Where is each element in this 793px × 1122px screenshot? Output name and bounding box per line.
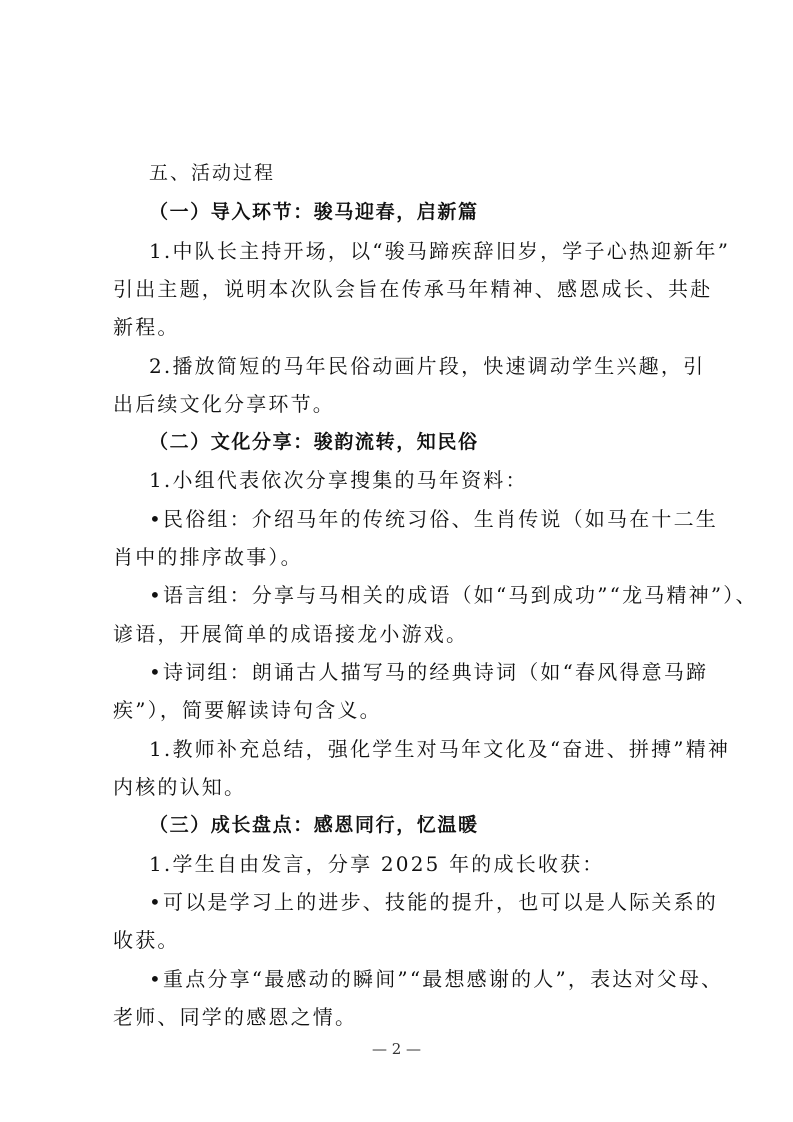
paragraph-line: •重点分享“最感动的瞬间”“最想感谢的人”，表达对父母、 bbox=[149, 967, 724, 991]
paragraph-line: 1.学生自由发言，分享 2025 年的成长收获： bbox=[149, 852, 605, 876]
paragraph-line: 肖中的排序故事）。 bbox=[113, 545, 303, 569]
paragraph-line: •可以是学习上的进步、技能的提升，也可以是人际关系的 bbox=[149, 890, 718, 914]
paragraph-line: 疾”），简要解读诗句含义。 bbox=[113, 698, 382, 722]
paragraph-line: 新程。 bbox=[113, 315, 180, 339]
paragraph-line: 引出主题，说明本次队会旨在传承马年精神、感恩成长、共赴 bbox=[113, 277, 713, 301]
paragraph-line: •语言组：分享与马相关的成语（如“马到成功”“龙马精神”）、 bbox=[149, 583, 758, 607]
paragraph-line: •民俗组：介绍马年的传统习俗、生肖传说（如马在十二生 bbox=[149, 507, 718, 531]
subsection-heading: （三）成长盘点：感恩同行，忆温暖 bbox=[149, 814, 479, 836]
paragraph-line: 内核的认知。 bbox=[113, 775, 247, 799]
paragraph-line: 谚语，开展简单的成语接龙小游戏。 bbox=[113, 622, 469, 646]
paragraph-line: 出后续文化分享环节。 bbox=[113, 392, 335, 416]
paragraph-line: 收获。 bbox=[113, 928, 180, 952]
paragraph-line: 1.教师补充总结，强化学生对马年文化及“奋进、拼搏”精神 bbox=[149, 737, 731, 761]
page-number: — 2 — bbox=[371, 1040, 422, 1058]
paragraph-line: 1.小组代表依次分享搜集的马年资料： bbox=[149, 468, 528, 492]
paragraph-line: 老师、同学的感恩之情。 bbox=[113, 1005, 358, 1029]
paragraph-line: •诗词组：朗诵古人描写马的经典诗词（如“春风得意马蹄 bbox=[149, 660, 709, 684]
paragraph-line: 1.中队长主持开场，以“骏马蹄疾辞旧岁，学子心热迎新年” bbox=[149, 239, 731, 263]
subsection-heading: （一）导入环节：骏马迎春，启新篇 bbox=[149, 201, 479, 223]
section-title: 五、活动过程 bbox=[149, 162, 276, 184]
subsection-heading: （二）文化分享：骏韵流转，知民俗 bbox=[149, 431, 479, 453]
paragraph-line: 2.播放简短的马年民俗动画片段，快速调动学生兴趣，引 bbox=[149, 354, 706, 378]
